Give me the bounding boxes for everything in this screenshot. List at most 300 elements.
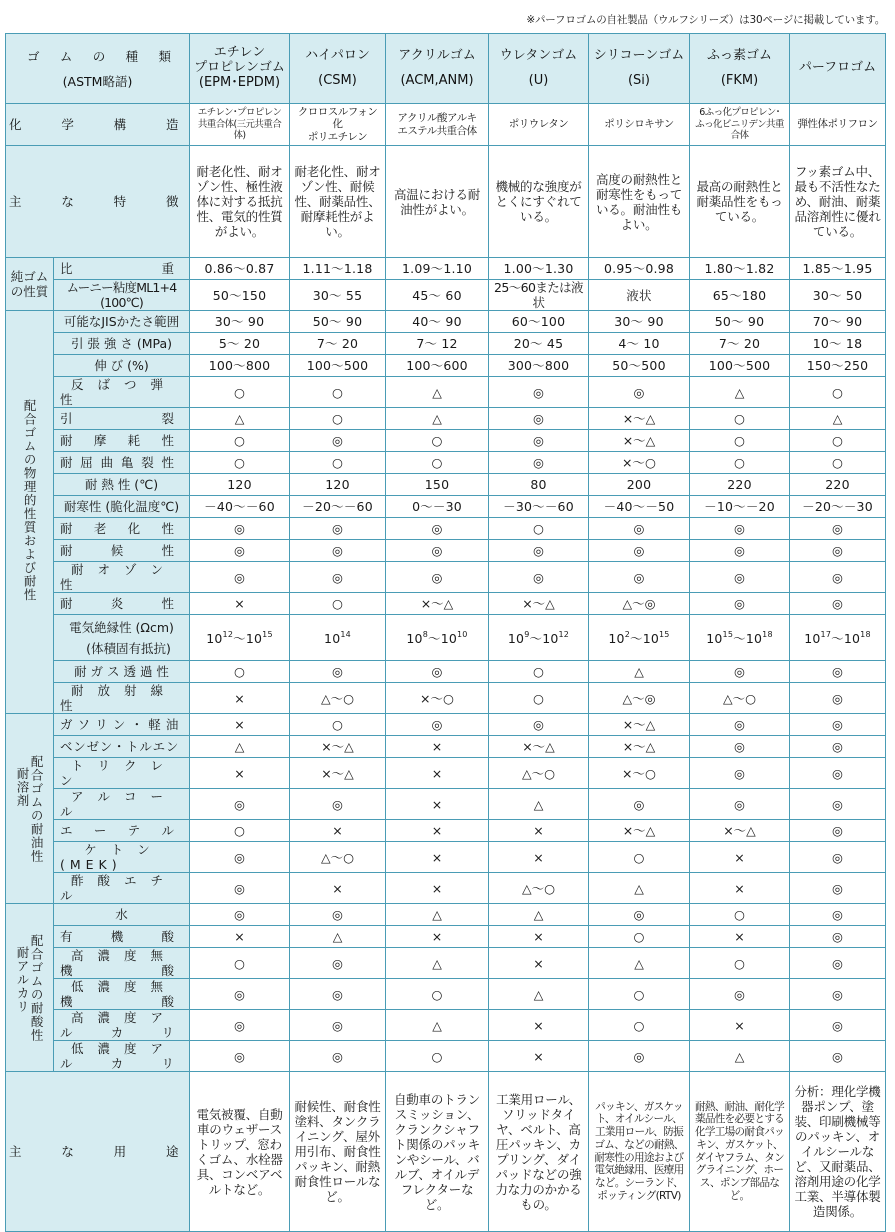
value-cell: 30～ 90 xyxy=(190,311,290,333)
feature-cell: 機械的な強度がとくにすぐれている。 xyxy=(489,146,589,258)
rubber-name-header xyxy=(386,34,489,104)
chemical-structure-value: 6ふっ化プロピレン･ ふっ化ビニリデン共重合体 xyxy=(695,107,784,142)
value-cell: 25～60または液状 xyxy=(489,280,589,311)
rubber-name-header xyxy=(190,34,290,104)
table-row xyxy=(6,377,886,408)
exponent: 9 xyxy=(524,629,530,639)
value-cell: ◎ xyxy=(386,562,489,593)
value-cell: × xyxy=(386,842,489,873)
value-cell: ◎ xyxy=(190,1041,290,1072)
value-cell: ◎ xyxy=(290,540,386,562)
row-label: 引 張 強 さ (MPa) xyxy=(54,333,190,355)
value-cell: ◎ xyxy=(690,736,790,758)
chemical-structure-cell xyxy=(386,104,489,146)
value-cell: × xyxy=(690,873,790,904)
value-cell: × xyxy=(489,948,589,979)
chemical-structure-cell xyxy=(790,104,886,146)
value-cell: △ xyxy=(690,377,790,408)
value-cell: ◎ xyxy=(790,873,886,904)
value-cell: △ xyxy=(589,661,690,683)
row-label: 伸 び (%) xyxy=(54,355,190,377)
table-row xyxy=(6,1072,886,1232)
value-cell: △ xyxy=(589,873,690,904)
value-cell: △ xyxy=(386,408,489,430)
value-cell: ○ xyxy=(589,1010,690,1041)
value-cell: × xyxy=(489,926,589,948)
electric-insulation-value: $10^{12}\sim 10^{15}$ xyxy=(190,615,290,661)
row-label: 耐 オ ゾ ン 性 xyxy=(54,562,190,593)
row-label: 耐 摩 耗 性 xyxy=(54,430,190,452)
value-cell: × xyxy=(190,758,290,789)
value-cell: △～◎ xyxy=(589,683,690,714)
value-cell: ◎ xyxy=(489,452,589,474)
value-cell: △ xyxy=(690,1041,790,1072)
rubber-type-label: ゴ ム の 種 類 xyxy=(27,48,176,64)
value-cell: 7～ 12 xyxy=(386,333,489,355)
table-row xyxy=(6,562,886,593)
value-cell: ×～△ xyxy=(290,758,386,789)
exponent: 12 xyxy=(558,629,570,639)
group-label-vertical: 配合ゴムの耐油性 xyxy=(29,754,45,863)
value-cell: 100～500 xyxy=(290,355,386,377)
value-cell: ○ xyxy=(290,408,386,430)
value-cell: ○ xyxy=(690,904,790,926)
value-cell: 30～ 55 xyxy=(290,280,386,311)
value-cell: ◎ xyxy=(690,661,790,683)
value-cell: ◎ xyxy=(589,562,690,593)
value-cell: ×～△ xyxy=(589,714,690,736)
value-cell: 220 xyxy=(790,474,886,496)
value-cell: ×～△ xyxy=(589,430,690,452)
chemical-structure-cell xyxy=(489,104,589,146)
value-cell: ◎ xyxy=(489,430,589,452)
value-cell: ◎ xyxy=(790,979,886,1010)
rubber-name: ハイパロン xyxy=(305,47,370,63)
exponent: 15 xyxy=(262,629,273,639)
rubber-abbr: (Si) xyxy=(627,72,650,88)
rubber-name: エチレン プロピレンゴム xyxy=(194,44,285,75)
row-label: 耐 放 射 線 性 xyxy=(54,683,190,714)
row-label: 可能なJISかたさ範囲 xyxy=(54,311,190,333)
value-cell: ○ xyxy=(690,408,790,430)
value-cell: ◎ xyxy=(290,1041,386,1072)
value-cell: ◎ xyxy=(290,518,386,540)
value-cell: ◎ xyxy=(190,540,290,562)
row-label: 耐 老 化 性 xyxy=(54,518,190,540)
value-cell: ◎ xyxy=(790,926,886,948)
value-cell: × xyxy=(290,873,386,904)
value-cell: 150 xyxy=(386,474,489,496)
chemical-structure-value: 弾性体ポリフロン xyxy=(797,118,878,131)
table-row xyxy=(6,904,886,926)
value-cell: △ xyxy=(489,789,589,820)
electric-label-line2: (体積固有抵抗) xyxy=(86,640,171,656)
value-cell: 100～800 xyxy=(190,355,290,377)
value-cell: 30～ 90 xyxy=(589,311,690,333)
electric-insulation-value: $10^8\sim 10^{10}$ xyxy=(386,615,489,661)
value-cell: 1.11～1.18 xyxy=(290,258,386,280)
feature-cell: 耐老化性、耐オゾン性、耐候性、耐薬品性、耐摩耗性がよい。 xyxy=(290,146,386,258)
value-cell: × xyxy=(290,820,386,842)
row-label: 引 裂 xyxy=(54,408,190,430)
value-cell: ◎ xyxy=(386,661,489,683)
table-row xyxy=(6,1010,886,1041)
chemical-structure-cell xyxy=(190,104,290,146)
features-header: 主 な 特 徴 xyxy=(6,146,190,258)
value-cell: ×～○ xyxy=(386,683,489,714)
value-cell: △ xyxy=(190,408,290,430)
table-row xyxy=(6,615,886,661)
table-row xyxy=(6,842,886,873)
value-cell: ○ xyxy=(589,926,690,948)
table-row xyxy=(6,948,886,979)
value-cell: ○ xyxy=(386,1041,489,1072)
exponent: 15 xyxy=(659,629,670,639)
value-cell: ◎ xyxy=(790,593,886,615)
value-cell: ×～△ xyxy=(589,408,690,430)
rubber-comparison-table xyxy=(5,33,886,1232)
value-cell: 200 xyxy=(589,474,690,496)
rubber-name-header xyxy=(690,34,790,104)
value-cell: ◎ xyxy=(589,540,690,562)
value-cell: × xyxy=(489,1041,589,1072)
value-cell: －40～－60 xyxy=(190,496,290,518)
value-cell: ○ xyxy=(690,948,790,979)
page-note: ※パーフロゴムの自社製品（ウルフシリーズ）は30ページに掲載しています。 xyxy=(526,14,885,26)
value-cell: × xyxy=(386,873,489,904)
rubber-abbr: (CSM) xyxy=(318,72,357,88)
row-label: 酢 酸 エ チ ル xyxy=(54,873,190,904)
uses-cell: 耐熱、耐油、耐化学薬品性を必要とする化学工場の耐食パッキン、ガスケット、ダイヤフラム、タングライニング、ホース、ポンプ部品など。 xyxy=(690,1072,790,1232)
electric-insulation-value: $10^9\sim 10^{12}$ xyxy=(489,615,589,661)
feature-cell: 最高の耐熱性と耐薬品性をもっている。 xyxy=(690,146,790,258)
value-cell: －30～－60 xyxy=(489,496,589,518)
exponent: 17 xyxy=(820,629,832,639)
value-cell: 65～180 xyxy=(690,280,790,311)
value-cell: ○ xyxy=(190,948,290,979)
row-label: 反 ば つ 弾 性 xyxy=(54,377,190,408)
value-cell: × xyxy=(190,683,290,714)
value-cell: ◎ xyxy=(790,736,886,758)
value-cell: ◎ xyxy=(790,1041,886,1072)
value-cell: 1.80～1.82 xyxy=(690,258,790,280)
exponent: 12 xyxy=(222,629,234,639)
uses-cell: 自動車のトランスミッション、クランクシャフト関係のパッキンやシール、バルブ、オイルデフレクターなど。 xyxy=(386,1072,489,1232)
table-row xyxy=(6,758,886,789)
value-cell: 50～500 xyxy=(589,355,690,377)
exponent: 10 xyxy=(457,629,468,639)
value-cell: △ xyxy=(489,904,589,926)
value-cell: △ xyxy=(489,979,589,1010)
uses-cell: 分析：理化学機器ポンプ、塗装、印刷機械等のパッキン、オイルシールなど、又耐薬品、溶剤用途の化学工業、半導体製造関係。 xyxy=(790,1072,886,1232)
value-cell: ◎ xyxy=(790,562,886,593)
value-cell: －10～－20 xyxy=(690,496,790,518)
rubber-abbr: (FKM) xyxy=(720,72,759,88)
value-cell: ×～○ xyxy=(589,452,690,474)
row-label: 高 濃 度 ア ル カ リ xyxy=(54,1010,190,1041)
value-cell: ◎ xyxy=(386,518,489,540)
value-cell: 220 xyxy=(690,474,790,496)
value-cell: △ xyxy=(190,736,290,758)
value-cell: △ xyxy=(386,904,489,926)
table-row xyxy=(6,34,886,104)
value-cell: 0.86～0.87 xyxy=(190,258,290,280)
chemical-structure-value: ポリウレタン xyxy=(508,118,569,131)
rubber-name: シリコーンゴム xyxy=(593,47,685,63)
value-cell: × xyxy=(690,842,790,873)
value-cell: ◎ xyxy=(489,408,589,430)
exponent: 15 xyxy=(722,629,734,639)
value-cell: 80 xyxy=(489,474,589,496)
value-cell: ×～△ xyxy=(489,736,589,758)
value-cell: 1.85～1.95 xyxy=(790,258,886,280)
table-row xyxy=(6,1041,886,1072)
value-cell: ×～○ xyxy=(589,758,690,789)
row-label: 比 重 xyxy=(54,258,190,280)
value-cell: ○ xyxy=(790,430,886,452)
value-cell: ◎ xyxy=(589,518,690,540)
value-cell: ◎ xyxy=(790,948,886,979)
oil-resistance-group-label xyxy=(6,714,54,904)
row-label: ア ル コ ー ル xyxy=(54,789,190,820)
row-label: ムーニー粘度ML1+4 (100℃) xyxy=(54,280,190,311)
value-cell: × xyxy=(690,926,790,948)
value-cell: ○ xyxy=(386,430,489,452)
row-label: 耐屈曲亀裂性 xyxy=(54,452,190,474)
value-cell: × xyxy=(190,593,290,615)
rubber-name: アクリルゴム xyxy=(398,47,476,63)
value-cell: ○ xyxy=(589,979,690,1010)
value-cell: ◎ xyxy=(589,377,690,408)
exponent: 14 xyxy=(340,629,351,639)
value-cell: ◎ xyxy=(190,562,290,593)
feature-cell: 高温における耐油性がよい。 xyxy=(386,146,489,258)
value-cell: ◎ xyxy=(290,948,386,979)
table-row xyxy=(6,430,886,452)
value-cell: × xyxy=(190,714,290,736)
value-cell: × xyxy=(690,1010,790,1041)
row-label: 有 機 酸 xyxy=(54,926,190,948)
value-cell: 120 xyxy=(290,474,386,496)
value-cell: ◎ xyxy=(790,661,886,683)
table-row xyxy=(6,311,886,333)
table-row xyxy=(6,540,886,562)
row-label: 耐 ガ ス 透 過 性 xyxy=(54,661,190,683)
chemical-structure-cell xyxy=(690,104,790,146)
value-cell: ◎ xyxy=(589,904,690,926)
value-cell: 5～ 20 xyxy=(190,333,290,355)
value-cell: △～○ xyxy=(690,683,790,714)
value-cell: ◎ xyxy=(589,1041,690,1072)
value-cell: × xyxy=(190,926,290,948)
feature-cell: 耐老化性、耐オゾン性、極性液体に対する抵抗性、電気的性質がよい。 xyxy=(190,146,290,258)
rubber-name: ウレタンゴム xyxy=(499,47,578,63)
value-cell: ◎ xyxy=(489,714,589,736)
value-cell: 50～ 90 xyxy=(290,311,386,333)
value-cell: ○ xyxy=(489,518,589,540)
uses-cell: パッキン、ガスケット、オイルシール、工業用ロール、防振ゴム、などの耐熱、耐寒性の用途および電気絶縁用、医療用など。シーランド、ポッティング(RTV) xyxy=(589,1072,690,1232)
value-cell: ◎ xyxy=(790,842,886,873)
value-cell: ◎ xyxy=(489,562,589,593)
feature-cell: フッ素ゴム中、最も不活性なため、耐油、耐薬品溶剤性に優れている。 xyxy=(790,146,886,258)
value-cell: △ xyxy=(589,948,690,979)
value-cell: ○ xyxy=(190,661,290,683)
value-cell: ○ xyxy=(790,452,886,474)
value-cell: 300～800 xyxy=(489,355,589,377)
value-cell: ◎ xyxy=(190,842,290,873)
value-cell: ◎ xyxy=(386,714,489,736)
value-cell: ○ xyxy=(589,842,690,873)
value-cell: ○ xyxy=(790,377,886,408)
value-cell: ○ xyxy=(489,683,589,714)
row-label: 低 濃 度 無 機 酸 xyxy=(54,979,190,1010)
value-cell: －20～－30 xyxy=(790,496,886,518)
value-cell: ◎ xyxy=(690,540,790,562)
value-cell: ◎ xyxy=(589,789,690,820)
value-cell: ◎ xyxy=(690,714,790,736)
value-cell: ◎ xyxy=(290,979,386,1010)
electric-label-line1: 電気絶縁性 (Ωcm) xyxy=(69,619,174,635)
value-cell: ○ xyxy=(489,661,589,683)
value-cell: ◎ xyxy=(690,758,790,789)
value-cell: ○ xyxy=(190,377,290,408)
chemical-structure-value: アクリル酸アルキ エステル共重合体 xyxy=(397,111,477,137)
value-cell: ◎ xyxy=(790,540,886,562)
rubber-name: パーフロゴム xyxy=(798,60,877,76)
value-cell: × xyxy=(386,820,489,842)
value-cell: 50～150 xyxy=(190,280,290,311)
value-cell: × xyxy=(386,789,489,820)
value-cell: △～○ xyxy=(489,758,589,789)
electric-insulation-value: $10^2\sim 10^{15}$ xyxy=(589,615,690,661)
value-cell: 0～－30 xyxy=(386,496,489,518)
value-cell: ×～△ xyxy=(290,736,386,758)
value-cell: ×～△ xyxy=(489,593,589,615)
table-row xyxy=(6,333,886,355)
table-row xyxy=(6,789,886,820)
pure-rubber-group-label xyxy=(6,258,54,311)
value-cell: ○ xyxy=(190,430,290,452)
value-cell: ◎ xyxy=(190,1010,290,1041)
value-cell: △ xyxy=(386,948,489,979)
row-label: 耐寒性 (脆化温度℃) xyxy=(54,496,190,518)
value-cell: 7～ 20 xyxy=(290,333,386,355)
value-cell: 0.95～0.98 xyxy=(589,258,690,280)
rubber-type-header xyxy=(6,34,190,104)
value-cell: △～○ xyxy=(290,842,386,873)
value-cell: × xyxy=(386,736,489,758)
value-cell: 70～ 90 xyxy=(790,311,886,333)
table-row xyxy=(6,146,886,258)
table-row xyxy=(6,280,886,311)
value-cell: ×～△ xyxy=(589,820,690,842)
value-cell: △～◎ xyxy=(589,593,690,615)
value-cell: 10～ 18 xyxy=(790,333,886,355)
value-cell: ○ xyxy=(290,452,386,474)
chemical-structure-value: ポリシロキサン xyxy=(604,118,674,131)
value-cell: 45～ 60 xyxy=(386,280,489,311)
chemical-structure-value: クロロスルフォン化 ポリエチレン xyxy=(297,105,378,143)
value-cell: ◎ xyxy=(790,1010,886,1041)
chemical-structure-header: 化 学 構 造 xyxy=(6,104,190,146)
exponent: 18 xyxy=(860,629,871,639)
uses-cell: 電気被覆、自動車のウェザーストリップ、窓わくゴム、水栓器具、コンベアベルトなど。 xyxy=(190,1072,290,1232)
value-cell: ○ xyxy=(386,979,489,1010)
value-cell: ◎ xyxy=(790,904,886,926)
value-cell: ◎ xyxy=(290,430,386,452)
electric-insulation-label xyxy=(54,615,190,661)
table-row xyxy=(6,714,886,736)
value-cell: ○ xyxy=(190,820,290,842)
value-cell: ◎ xyxy=(790,714,886,736)
row-label: エ ー テ ル xyxy=(54,820,190,842)
group-label-vertical: 耐アルカリ xyxy=(15,945,30,1013)
value-cell: ◎ xyxy=(690,562,790,593)
rubber-abbr: (EPM･EPDM) xyxy=(198,75,281,91)
group-label-vertical: 配合ゴムの物理的性質および耐性 xyxy=(22,399,38,602)
electric-insulation-value: $10^{17}\sim 10^{18}$ xyxy=(790,615,886,661)
value-cell: × xyxy=(489,1010,589,1041)
row-label: 低 濃 度 ア ル カ リ xyxy=(54,1041,190,1072)
value-cell: △～○ xyxy=(489,873,589,904)
table-row xyxy=(6,593,886,615)
physical-group-label xyxy=(6,311,54,714)
table-row xyxy=(6,496,886,518)
exponent: 2 xyxy=(624,629,630,639)
row-label: 高 濃 度 無 機 酸 xyxy=(54,948,190,979)
value-cell: ○ xyxy=(290,593,386,615)
value-cell: 30～ 50 xyxy=(790,280,886,311)
value-cell: 40～ 90 xyxy=(386,311,489,333)
uses-cell: 工業用ロール、ソリッドタイヤ、ベルト、高圧パッキン、カプリング、ダイパッドなどの強力な力のかかるもの。 xyxy=(489,1072,589,1232)
table-row xyxy=(6,104,886,146)
value-cell: 50～ 90 xyxy=(690,311,790,333)
value-cell: 1.09～1.10 xyxy=(386,258,489,280)
table-row xyxy=(6,518,886,540)
value-cell: 液状 xyxy=(589,280,690,311)
value-cell: ○ xyxy=(690,430,790,452)
table-row xyxy=(6,820,886,842)
value-cell: △ xyxy=(790,408,886,430)
value-cell: －20～－60 xyxy=(290,496,386,518)
rubber-name-header xyxy=(589,34,690,104)
exponent: 8 xyxy=(422,629,428,639)
value-cell: ○ xyxy=(190,452,290,474)
chemical-structure-cell xyxy=(290,104,386,146)
table-row xyxy=(6,258,886,280)
electric-insulation-value: $10^{14}$ xyxy=(290,615,386,661)
value-cell: ×～△ xyxy=(386,593,489,615)
value-cell: ◎ xyxy=(290,1010,386,1041)
value-cell: ◎ xyxy=(790,758,886,789)
feature-cell: 高度の耐熱性と耐寒性をもっている。耐油性もよい。 xyxy=(589,146,690,258)
table-row xyxy=(6,474,886,496)
value-cell: ○ xyxy=(290,714,386,736)
value-cell: ◎ xyxy=(489,377,589,408)
value-cell: 1.00～1.30 xyxy=(489,258,589,280)
value-cell: ×～△ xyxy=(589,736,690,758)
value-cell: 120 xyxy=(190,474,290,496)
value-cell: △ xyxy=(386,1010,489,1041)
row-label: 水 xyxy=(54,904,190,926)
value-cell: 4～ 10 xyxy=(589,333,690,355)
value-cell: ◎ xyxy=(690,979,790,1010)
value-cell: ◎ xyxy=(290,562,386,593)
value-cell: ◎ xyxy=(790,789,886,820)
table-row xyxy=(6,661,886,683)
value-cell: △～○ xyxy=(290,683,386,714)
group-label-vertical: 耐溶剤 xyxy=(15,766,30,807)
